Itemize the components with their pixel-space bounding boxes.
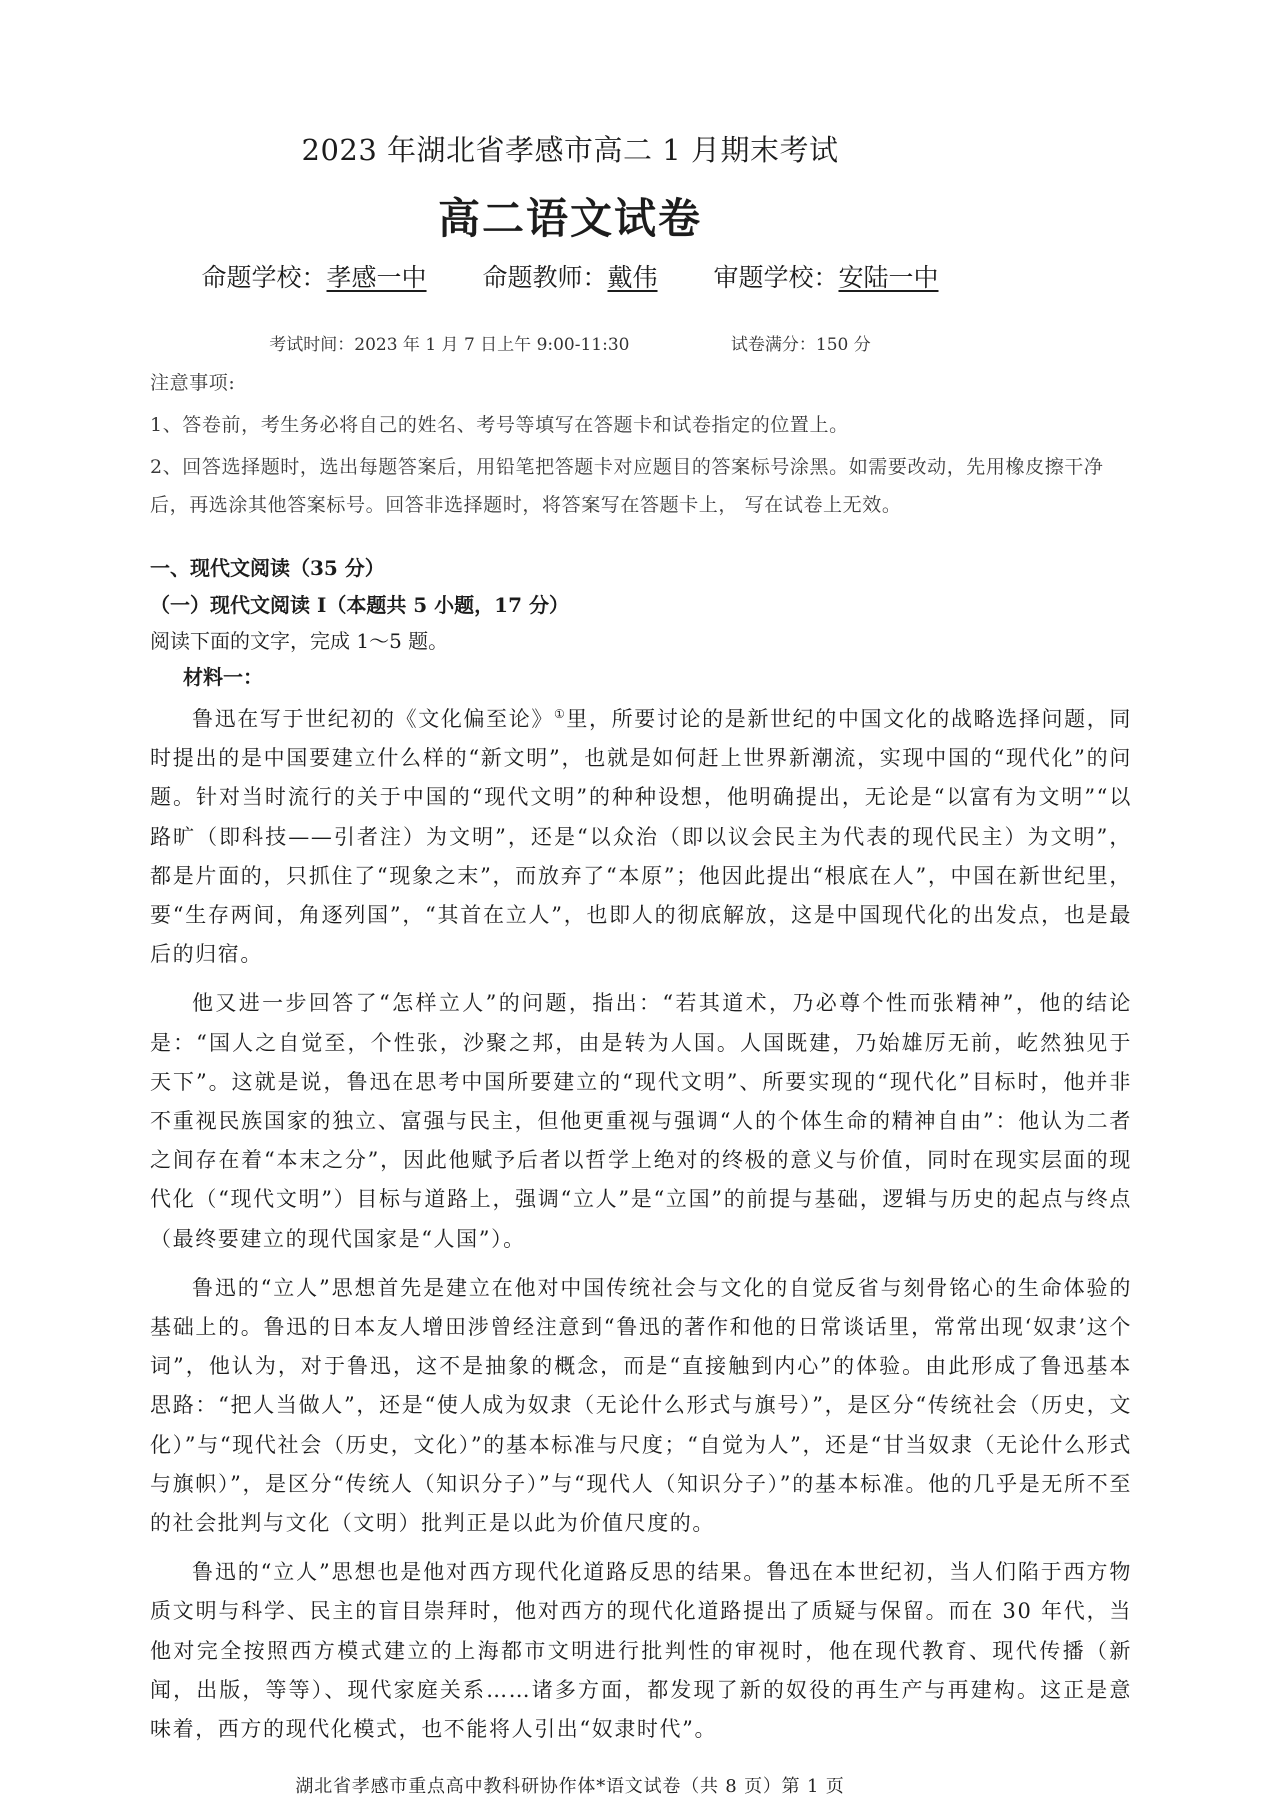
setter-teacher-label: 命题教师： [482, 263, 608, 292]
notice-heading: 注意事项: [150, 372, 236, 394]
exam-time: 考试时间：2023 年 1 月 7 日上午 9:00-11:30 [269, 335, 630, 355]
passage-text [150, 700, 1132, 1762]
passage-paragraph: 鲁迅的“立人”思想也是他对西方现代化道路反思的结果。鲁迅在本世纪初，当人们陷于西方物质文明与科学、民主的盲目崇拜时，他对西方的现代化道路提出了质疑与保留。而在 30 年代，当他对完全按照西方模式建立的上海都市文明进行批判性的审视时，他在现代教育、现代传播（新闻，出版，等等）、现代家庭关系……诸多方面，都发现了新的奴役的再生产与再建构。这正是意味着，西方的现代化模式，也不能将人引出“奴隶时代”。 [150, 1560, 1132, 1742]
full-score: 试卷满分：150 分 [730, 335, 871, 355]
reading-instruction: 阅读下面的文字，完成 1～5 题。 [150, 629, 449, 653]
notice-item: 1、答卷前，考生务必将自己的姓名、考号等填写在答题卡和试卷指定的位置上。 [150, 414, 849, 436]
reviewer-school-label: 审题学校： [713, 263, 839, 292]
passage-paragraph: 他又进一步回答了“怎样立人”的问题，指出：“若其道术，乃必尊个性而张精神”，他的结论是：“国人之自觉至，个性张，沙聚之邦，由是转为人国。人国既建，乃始雄厉无前，屹然独见于天下”。这就是说，鲁迅在思考中国所要建立的“现代文明”、所要实现的“现代化”目标时，他并非不重视民族国家的独立、富强与民主，但他更重视与强调“人的个体生命的精神自由”：他认为二者之间存在着“本末之分”，因此他赋予后者以哲学上绝对的终极的意义与价值，同时在现实层面的现代化（“现代文明”）目标与道路上，强调“立人”是“立国”的前提与基础，逻辑与历史的起点与终点（最终要建立的现代国家是“人国”）。 [150, 991, 1132, 1251]
paper-title: 高二语文试卷 [437, 194, 702, 243]
paragraph-text: 里，所要讨论的是新世纪的中国文化的战略选择问题，同时提出的是中国要建立什么样的“新文明”，也就是如何赶上世界新潮流，实现中国的“现代化”的问题。针对当时流行的关于中国的“现代文明”的种种设想，他明确提出，无论是“以富有为文明”“以路旷（即科技——引者注）为文明”，还是“以众治（即以议会民主为代表的现代民主）为文明”，都是片面的，只抓住了“现象之末”，而放弃了“本原”；他因此提出“根底在人”，中国在新世纪里，要“生存两间，角逐列国”，“其首在立人”，也即人的彻底解放，这是中国现代化的出发点，也是最后的归宿。 [150, 707, 1132, 967]
notice-block [150, 364, 1132, 524]
section-heading: 一、现代文阅读（35 分） [150, 556, 385, 580]
exam-title: 2023 年湖北省孝感市高二 1 月期末考试 [301, 133, 839, 167]
setter-teacher [482, 258, 657, 294]
footnote-marker: ① [554, 707, 567, 721]
setter-school [202, 258, 427, 294]
notice-item: 2、回答选择题时，选出每题答案后，用铅笔把答题卡对应题目的答案标号涂黑。如需要改动，先用橡皮擦干净后，再选涂其他答案标号。回答非选择题时，将答案写在答题卡上， 写在试卷上无效。 [150, 456, 1104, 516]
material-label: 材料一： [183, 665, 263, 689]
setter-school-label: 命题学校： [201, 263, 327, 292]
setter-teacher-value: 戴伟 [607, 263, 658, 292]
reviewer-school [713, 258, 938, 294]
page-footer: 湖北省孝感市重点高中教科研协作体*语文试卷（共 8 页）第 1 页 [295, 1776, 845, 1797]
passage-paragraph [150, 700, 1132, 974]
exam-info-line [0, 330, 1140, 355]
section-subheading: （一）现代文阅读 I（本题共 5 小题，17 分） [150, 593, 569, 617]
setter-school-value: 孝感一中 [326, 263, 427, 292]
reviewer-school-value: 安陆一中 [838, 263, 939, 292]
passage-paragraph: 鲁迅的“立人”思想首先是建立在他对中国传统社会与文化的自觉反省与刻骨铭心的生命体验的基础上的。鲁迅的日本友人增田涉曾经注意到“鲁迅的著作和他的日常谈话里，常常出现‘奴隶’这个词”，他认为，对于鲁迅，这不是抽象的概念，而是“直接触到内心”的体验。由此形成了鲁迅基本思路：“把人当做人”，还是“使人成为奴隶（无论什么形式与旗号）”，是区分“传统社会（历史，文化）”与“现代社会（历史，文化）”的基本标准与尺度；“自觉为人”，还是“甘当奴隶（无论什么形式与旗帜）”，是区分“传统人（知识分子）”与“现代人（知识分子）”的基本标准。他的几乎是无所不至的社会批判与文化（文明）批判正是以此为价值尺度的。 [150, 1275, 1132, 1536]
paragraph-text: 鲁迅在写于世纪初的《文化偏至论》 [192, 707, 555, 731]
setters-line [0, 258, 1140, 294]
